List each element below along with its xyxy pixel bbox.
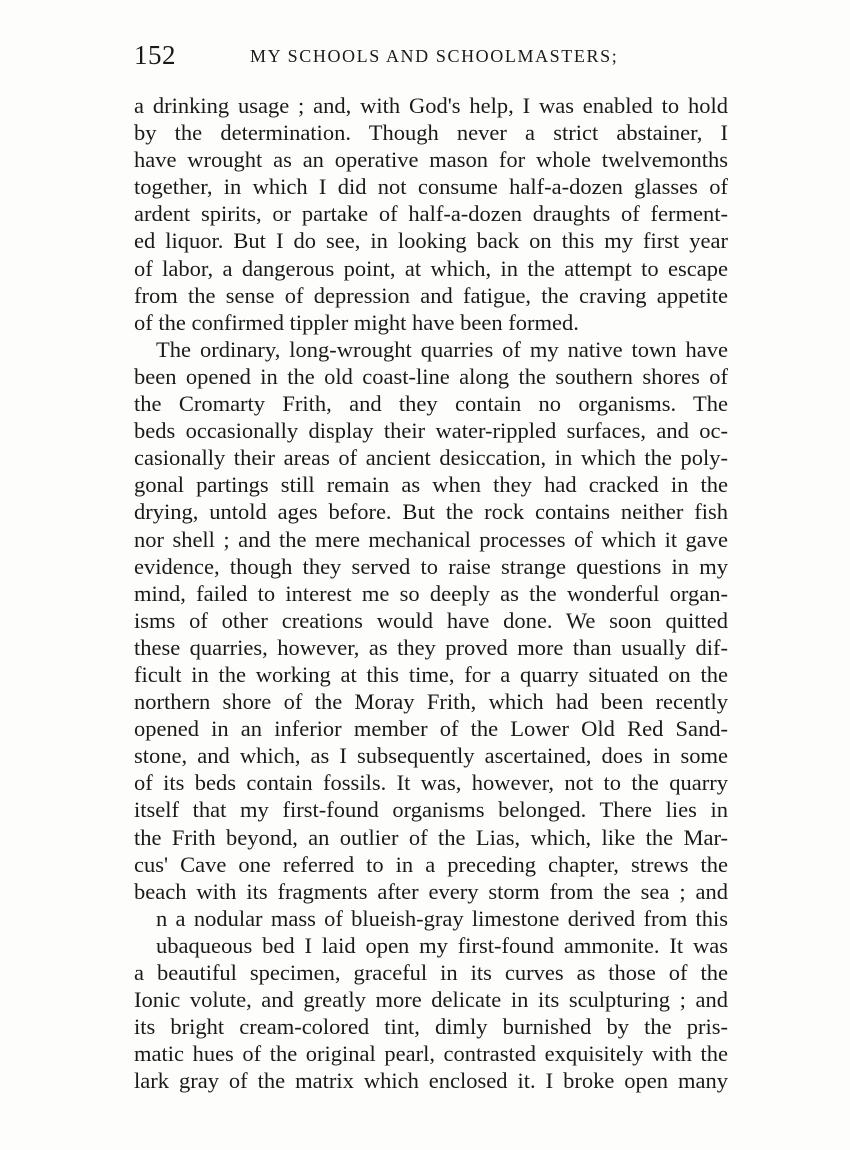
- text-line: lark gray of the matrix which enclosed it. I broke open many: [134, 1068, 728, 1094]
- text-line: the Frith beyond, an outlier of the Lias, which, like the Mar-: [134, 824, 728, 850]
- text-line: a drinking usage ; and, with God's help, I was enabled to hold: [134, 93, 728, 118]
- text-line: gonal partings still remain as when they had cracked in the: [134, 472, 728, 498]
- text-line: matic hues of the original pearl, contrasted exquisitely with the: [134, 1041, 728, 1067]
- text-line: the Cromarty Frith, and they contain no organisms. The: [134, 391, 728, 417]
- paragraph-start-line: The ordinary, long-wrought quarries of my native town have: [156, 336, 728, 362]
- running-head: [134, 40, 728, 74]
- text-line: of labor, a dangerous point, at which, in the attempt to escape: [134, 255, 728, 281]
- text-line: opened in an inferior member of the Lower Old Red Sand-: [134, 716, 728, 742]
- text-line: stone, and which, as I subsequently ascertained, does in some: [134, 743, 728, 769]
- page-number: 152: [134, 40, 176, 70]
- text-line: drying, untold ages before. But the rock contains neither fish: [134, 499, 728, 525]
- text-line: cus' Cave one referred to in a preceding chapter, strews the: [134, 851, 728, 877]
- text-line: nor shell ; and the mere mechanical processes of which it gave: [134, 526, 728, 552]
- text-line: beds occasionally display their water-rippled surfaces, and oc-: [134, 418, 728, 444]
- text-line: together, in which I did not consume half-a-dozen glasses of: [134, 174, 728, 200]
- text-line: ardent spirits, or partake of half-a-dozen draughts of ferment-: [134, 201, 728, 227]
- text-line: from the sense of depression and fatigue, the craving appetite: [134, 282, 728, 308]
- body-text: [134, 92, 728, 1094]
- text-line: Ionic volute, and greatly more delicate in its sculpturing ; and: [134, 987, 728, 1013]
- text-line: casionally their areas of ancient desiccation, in which the poly-: [134, 445, 728, 471]
- text-line: its bright cream-colored tint, dimly burnished by the pris-: [134, 1014, 728, 1040]
- text-line: ficult in the working at this time, for a quarry situated on the: [134, 661, 728, 687]
- text-line: mind, failed to interest me so deeply as the wonderful organ-: [134, 580, 728, 606]
- text-line: beach with its fragments after every storm from the sea ; and: [134, 878, 728, 904]
- text-line: northern shore of the Moray Frith, which had been recently: [134, 689, 728, 715]
- text-line: a beautiful specimen, graceful in its curves as those of the: [134, 960, 728, 985]
- text-line: ed liquor. But I do see, in looking back on this my first year: [134, 228, 728, 254]
- text-line: itself that my first-found organisms belonged. There lies in: [134, 797, 728, 823]
- paragraph-end-line: of the confirmed tippler might have been formed.: [134, 309, 579, 335]
- running-title: MY SCHOOLS AND SCHOOLMASTERS;: [250, 46, 619, 66]
- text-line: isms of other creations would have done. We soon quitted: [134, 607, 728, 633]
- text-line: have wrought as an operative mason for whole twelvemonths: [134, 147, 728, 173]
- text-line: n a nodular mass of blueish-gray limestone derived from this: [156, 905, 728, 931]
- text-line: of its beds contain fossils. It was, however, not to the quarry: [134, 770, 728, 796]
- text-line: been opened in the old coast-line along the southern shores of: [134, 363, 728, 389]
- text-line: evidence, though they served to raise strange questions in my: [134, 553, 728, 579]
- text-line: ubaqueous bed I laid open my first-found ammonite. It was: [156, 932, 728, 958]
- text-line: these quarries, however, as they proved more than usually dif-: [134, 634, 728, 660]
- text-line: by the determination. Though never a strict abstainer, I: [134, 120, 728, 146]
